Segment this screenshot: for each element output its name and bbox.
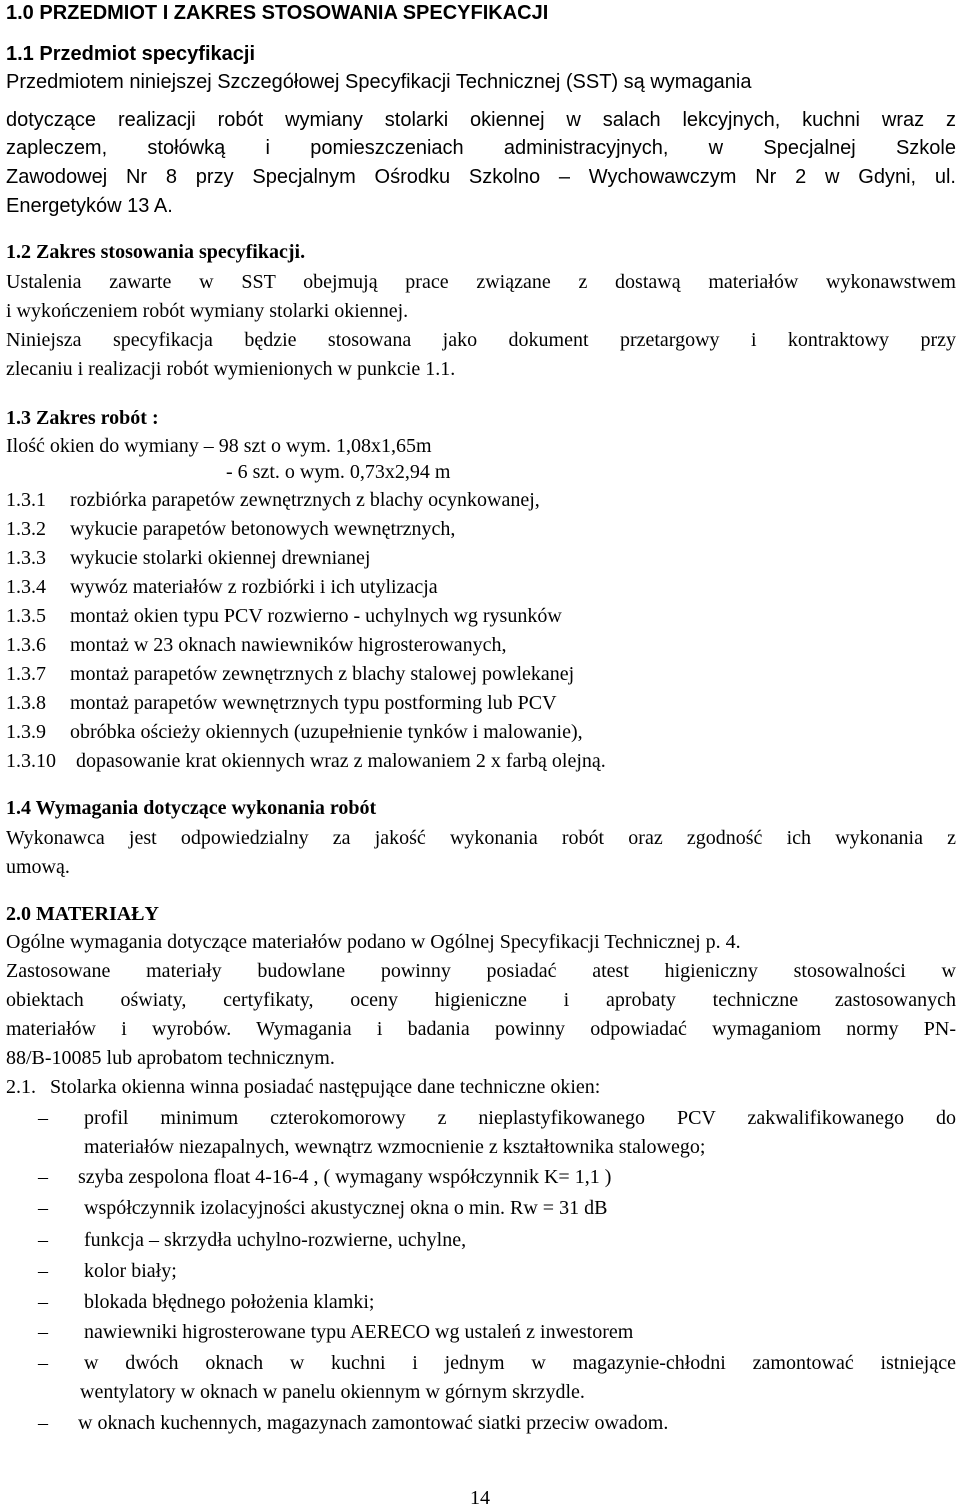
scope-item: 1.3.8 montaż parapetów wewnętrznych typu postforming lub PCV: [6, 692, 557, 714]
scope-item: 1.3.3 wykucie stolarki okiennej drewnianej: [6, 547, 371, 569]
bullet-text: blokada błędnego położenia klamki;: [84, 1291, 375, 1313]
heading-1-4: 1.4 Wymagania dotyczące wykonania robót: [6, 797, 377, 819]
bullet-text: szyba zespolona float 4-16-4 , ( wymagany współczynnik K= 1,1 ): [78, 1166, 612, 1188]
window-quantity-line: - 6 szt. o wym. 0,73x2,94 m: [226, 461, 451, 483]
para-2-0-line: materiałów i wyrobów. Wymagania i badania powinny odpowiadać wymaganiom normy PN-: [6, 1018, 956, 1040]
scope-item: 1.3.4 wywóz materiałów z rozbiórki i ich utylizacja: [6, 576, 438, 598]
heading-1-1: 1.1 Przedmiot specyfikacji: [6, 43, 256, 65]
heading-2-0: 2.0 MATERIAŁY: [6, 903, 159, 925]
bullet-dash: –: [38, 1291, 48, 1313]
para-1-1-line: zapleczem, stołówką i pomieszczeniach administracyjnych, w Specjalnej Szkole: [6, 137, 956, 159]
bullet-dash: –: [38, 1412, 48, 1434]
scope-item: 1.3.9 obróbka ościeży okiennych (uzupełnienie tynków i malowanie),: [6, 721, 583, 743]
bullet-text: w oknach kuchennych, magazynach zamontować siatki przeciw owadom.: [78, 1412, 669, 1434]
bullet-text: funkcja – skrzydła uchylno-rozwierne, uchylne,: [84, 1229, 467, 1251]
para-1-1-line: dotyczące realizacji robót wymiany stolarki okiennej w salach lekcyjnych, kuchni wraz z: [6, 109, 956, 131]
scope-item: 1.3.10 dopasowanie krat okiennych wraz z malowaniem 2 x farbą olejną.: [6, 750, 606, 772]
para-2-0-line: Ogólne wymagania dotyczące materiałów podano w Ogólnej Specyfikacji Technicznej p. 4.: [6, 931, 741, 953]
bullet-text: materiałów niezapalnych, wewnątrz wzmocnienie z kształtownika stalowego;: [84, 1136, 706, 1158]
para-1-4-line: Wykonawca jest odpowiedzialny za jakość wykonania robót oraz zgodność ich wykonania z: [6, 827, 956, 849]
scope-item: 1.3.5 montaż okien typu PCV rozwierno - uchylnych wg rysunków: [6, 605, 562, 627]
para-1-1-line: Przedmiotem niniejszej Szczegółowej Specyfikacji Technicznej (SST) są wymagania: [6, 71, 752, 93]
scope-item: 1.3.7 montaż parapetów zewnętrznych z blachy stalowej powlekanej: [6, 663, 575, 685]
bullet-dash: –: [38, 1197, 48, 1219]
para-2-0-line: Zastosowane materiały budowlane powinny posiadać atest higieniczny stosowalności w: [6, 960, 956, 982]
para-1-2-line: i wykończeniem robót wymiany stolarki okiennej.: [6, 300, 409, 322]
bullet-text: kolor biały;: [84, 1260, 177, 1282]
bullet-text: współczynnik izolacyjności akustycznej okna o min. Rw = 31 dB: [84, 1197, 608, 1219]
window-quantity-line: Ilość okien do wymiany – 98 szt o wym. 1,08x1,65m: [6, 435, 432, 457]
bullet-text: profil minimum czterokomorowy z nieplastyfikowanego PCV zakwalifikowanego do: [84, 1107, 956, 1129]
heading-1-0: 1.0 PRZEDMIOT I ZAKRES STOSOWANIA SPECYFIKACJI: [6, 2, 549, 24]
para-2-0-line: obiektach oświaty, certyfikaty, oceny higieniczne i aprobaty techniczne zastosowanych: [6, 989, 956, 1011]
scope-item: 1.3.6 montaż w 23 oknach nawiewników higrosterowanych,: [6, 634, 507, 656]
bullet-dash: –: [38, 1321, 48, 1343]
para-1-2-line: Niniejsza specyfikacja będzie stosowana jako dokument przetargowy i kontraktowy przy: [6, 329, 956, 351]
bullet-dash: –: [38, 1166, 48, 1188]
heading-1-2: 1.2 Zakres stosowania specyfikacji.: [6, 241, 306, 263]
para-1-2-line: zlecaniu i realizacji robót wymienionych w punkcie 1.1.: [6, 358, 456, 380]
para-1-1-line: Energetyków 13 A.: [6, 195, 173, 217]
heading-1-3: 1.3 Zakres robót :: [6, 407, 159, 429]
para-1-4-line: umową.: [6, 856, 70, 878]
bullet-text: wentylatory w oknach w panelu okiennym w górnym skrzydle.: [80, 1381, 585, 1403]
para-1-2-line: Ustalenia zawarte w SST obejmują prace związane z dostawą materiałów wykonawstwem: [6, 271, 956, 293]
bullet-text: w dwóch oknach w kuchni i jednym w magazynie-chłodni zamontować istniejące: [84, 1352, 956, 1374]
bullet-dash: –: [38, 1352, 48, 1374]
bullet-dash: –: [38, 1229, 48, 1251]
scope-item: 1.3.1 rozbiórka parapetów zewnętrznych z blachy ocynkowanej,: [6, 489, 540, 511]
page-number: 14: [470, 1487, 490, 1509]
scope-item: 1.3.2 wykucie parapetów betonowych wewnętrznych,: [6, 518, 456, 540]
para-1-1-line: Zawodowej Nr 8 przy Specjalnym Ośrodku Szkolno – Wychowawczym Nr 2 w Gdyni, ul.: [6, 166, 956, 188]
bullet-text: nawiewniki higrosterowane typu AERECO wg ustaleń z inwestorem: [84, 1321, 634, 1343]
bullet-dash: –: [38, 1107, 48, 1129]
bullet-dash: –: [38, 1260, 48, 1282]
heading-2-1: 2.1. Stolarka okienna winna posiadać następujące dane techniczne okien:: [6, 1076, 601, 1098]
para-2-0-line: 88/B-10085 lub aprobatom technicznym.: [6, 1047, 335, 1069]
